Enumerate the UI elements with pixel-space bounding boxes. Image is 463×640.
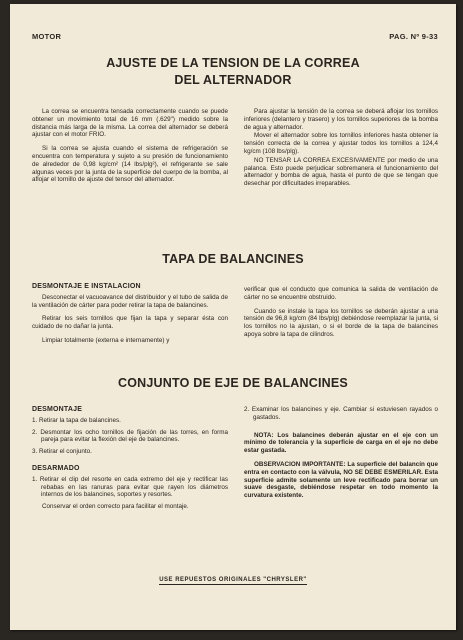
paragraph: Retirar los seis tornillos que fijan la tapa y separar ésta con cuidado de no dañar la junta. (32, 315, 228, 331)
paragraph: Si la correa se ajusta cuando el sistema de refrigeración se encuentra con temperatura y sujeto a su presión de funcionamiento de alrededor de 0,98 kg/cm² (14 lbs/plg²), el refrigerante se sale algunas veces por la junta de la superficie del cuerpo de la bomba, al aflojar el tornillo de ajuste del tensor del alternador. (32, 145, 228, 184)
list-item: 3. Retirar el conjunto. (32, 448, 92, 456)
section3-right-column (244, 406, 438, 506)
paragraph: Mover el alternador sobre los tornillos inferiores hasta obtener la tensión correcta de la correa y ajustar todos los tornillos a 124,4 kg/cm (108 lbs/plg). (244, 132, 438, 155)
section1-title-line2: DEL ALTERNADOR (174, 73, 292, 87)
list-item: 2. Examinar los balancines y eje. Cambiar si estuviesen rayados o gastados. (244, 406, 438, 421)
paragraph: Conservar el orden correcto para facilitar el montaje. (42, 503, 189, 511)
section3-subtitle-desmontaje: DESMONTAJE (32, 406, 83, 413)
section2-right-column (244, 286, 438, 345)
section1-left-column (32, 108, 228, 190)
section3-title: CONJUNTO DE EJE DE BALANCINES (118, 376, 348, 390)
section2-subtitle: DESMONTAJE E INSTALACION (32, 283, 141, 290)
paragraph: La correa se encuentra tensada correctamente cuando se puede obtener un movimiento total de 16 mm (.629") medido sobre la distancia más larga de la misma. La correa del alternador se deberá ajustar con el motor FRIO. (32, 108, 228, 139)
footer-notice (10, 577, 456, 583)
header-section: MOTOR (32, 32, 62, 41)
section2-title: TAPA DE BALANCINES (162, 252, 304, 266)
paragraph: Cuando se instale la tapa los tornillos se deberán ajustar a una tensión de 96,8 kg/cm (84 lbs/plg) debiéndose reemplazar la junta, si los tornillos no la ajustan, o si el borde de la tapa de balancines apoya sobre la tapa de cilindros. (244, 307, 438, 338)
document-page (10, 4, 456, 630)
paragraph: NO TENSAR LA CORREA EXCESIVAMENTE por medio de una palanca. Esto puede perjudicar sobremanera el funcionamiento del alternador y bomba de agua, hasta el punto de que se tengan que desechar por dificultades irreparables. (244, 156, 438, 188)
paragraph: verificar que el conducto que comunica la salida de ventilación de cárter no se encuentre obstruido. (244, 286, 438, 301)
paragraph: Desconectar el vacuoavance del distribuidor y el tubo de salida de la ventilación de cárter para poder retirar la tapa de balancines. (32, 293, 228, 309)
list-item: 2. Desmontar los ocho tornillos de fijación de las torres, en forma pareja para evitar la flexión del eje de balancines. (32, 428, 228, 444)
section2-left-column (32, 283, 228, 351)
section1-right-column (244, 108, 438, 194)
footer-text: USE REPUESTOS ORIGINALES "CHRYSLER" (159, 577, 307, 583)
list-item: 1. Retirar el clip del resorte en cada extremo del eje y rectificar las rebabas en las ranuras para evitar que rayen los diámetros internos de los balancines, soportes y resortes. (32, 475, 228, 499)
paragraph: Para ajustar la tensión de la correa se deberá aflojar los tornillos inferiores (delantero y trasero) y los tornillos superiores de la bomba de agua y alternador. (244, 108, 438, 131)
important-observation: OBSERVACION IMPORTANTE: La superficie del balancín que entra en contacto con la válvula, NO SE DEBE ESMERILAR. Esta superficie admite solamente un leve rectificado para borrar un suave desgaste, debiéndose respetar en todo momento la curvatura existente. (244, 460, 438, 500)
section1-title-line1: AJUSTE DE LA TENSION DE LA CORREA (106, 56, 360, 70)
paragraph: Limpiar totalmente (externa e internamente) y (42, 336, 170, 344)
note: NOTA: Los balancines deberán ajustar en el eje con un mínimo de tolerancia y la superficie de carga en el eje no debe estar gastada. (244, 431, 438, 455)
list-item: 1. Retirar la tapa de balancines. (32, 416, 121, 424)
section3-left-column (32, 406, 228, 517)
section3-subtitle-desarmado: DESARMADO (32, 464, 80, 472)
page-number: PAG. Nº 9-33 (389, 32, 438, 41)
